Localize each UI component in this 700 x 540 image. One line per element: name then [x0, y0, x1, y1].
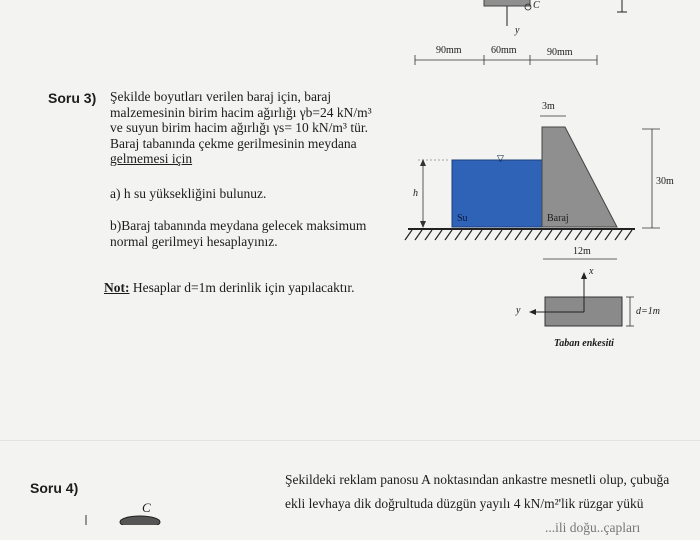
note-label: Not:	[104, 280, 130, 295]
y-axis-label-top: y	[515, 25, 520, 36]
dam-height-label: 30m	[656, 176, 674, 187]
q4-line-3: ...ili doğu..çapları	[545, 520, 641, 535]
question4-label: Soru 4)	[30, 480, 79, 496]
q3b-line-1: b)Baraj tabanında meydana gelecek maksimum	[110, 218, 367, 233]
dam-figure	[405, 116, 660, 259]
dam-body	[542, 127, 617, 227]
question3-note	[104, 280, 355, 296]
q3-line-3: ve suyun birim hacim ağırlığı γs= 10 kN/m³ tür.	[110, 120, 368, 135]
section-depth-label: d=1m	[636, 306, 660, 317]
question3-body	[110, 89, 382, 167]
question4-body	[285, 468, 695, 540]
section-x-label: x	[589, 266, 594, 277]
section-divider	[0, 440, 700, 441]
q4-fig-label: C	[142, 500, 151, 515]
point-c-label: C	[533, 0, 540, 11]
q3-line-4: Baraj tabanında çekme gerilmesinin meydana	[110, 135, 357, 151]
section-y-label: y	[516, 305, 521, 316]
q4-line-1: Şekildeki reklam panosu A noktasından ankastre mesnetli olup, çubuğa	[285, 472, 670, 487]
q3-line-5: gelmemesi için	[110, 151, 193, 166]
dim-label-3: 90mm	[547, 47, 573, 58]
section-caption: Taban enkesiti	[554, 338, 614, 349]
dam-top-width-label: 3m	[542, 101, 555, 112]
water-label: Su	[457, 213, 468, 224]
water-height-label: h	[413, 188, 418, 199]
water-surface-symbol: ▽	[497, 153, 504, 163]
ground-hatching	[405, 230, 632, 240]
q4-figure	[86, 515, 160, 525]
q4-line-2: ekli levhaya dik doğrultuda düzgün yayılı 4 kN/m²'lik rüzgar yükü	[285, 496, 644, 511]
dim-label-2: 60mm	[491, 45, 517, 56]
base-width-label: 12m	[573, 246, 591, 257]
dam-label: Baraj	[547, 213, 569, 224]
q3-line-2: malzemesinin birim hacim ağırlığı γb=24 kN/m³	[110, 104, 372, 120]
q3b-line-2: normal gerilmeyi hesaplayınız.	[110, 233, 278, 249]
dim-label-1: 90mm	[436, 45, 462, 56]
section-figure	[529, 272, 634, 326]
q3-line-1: Şekilde boyutları verilen baraj için, baraj	[110, 89, 332, 104]
note-text: Hesaplar d=1m derinlik için yapılacaktır.	[129, 280, 355, 295]
question3-part-b	[110, 218, 390, 249]
question3-label: Soru 3)	[48, 90, 97, 106]
question3-part-a: a) h su yüksekliğini bulunuz.	[110, 186, 267, 201]
